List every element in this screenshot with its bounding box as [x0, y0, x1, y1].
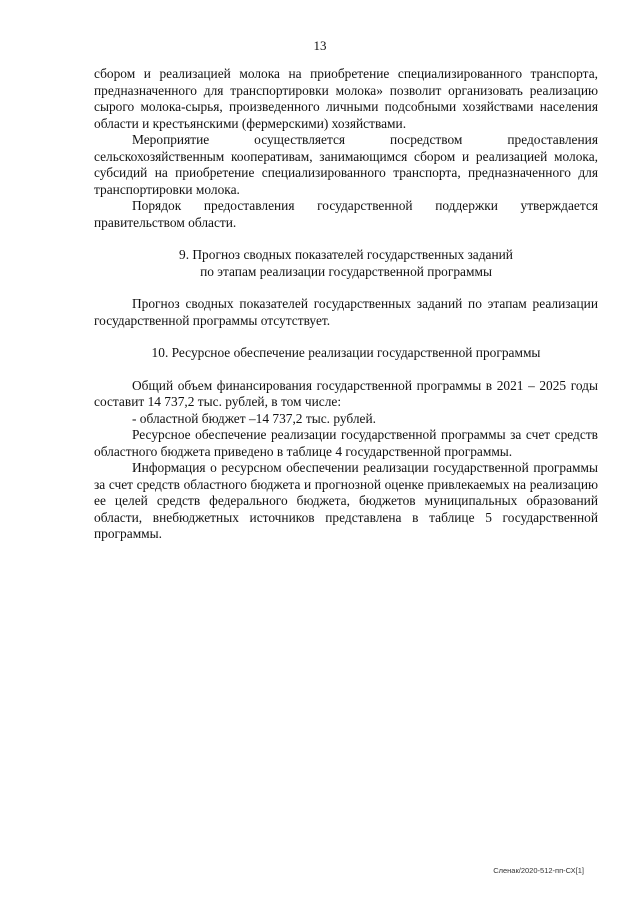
- document-footer-code: Сленак/2020-512-пп-СХ[1]: [493, 866, 584, 875]
- section-10-paragraph: - областной бюджет –14 737,2 тыс. рублей.: [132, 410, 376, 426]
- paragraph: Порядок предоставления государственной поддержки утверждается правительством области.: [94, 198, 598, 230]
- section-9-text: Прогноз сводных показателей государственных заданий по этапам реализации государственной программы отсутствует.: [94, 296, 598, 328]
- section-9-heading-line2: по этапам реализации государственной программы: [200, 263, 492, 279]
- section-9-heading-line1: 9. Прогноз сводных показателей государственных заданий: [179, 247, 513, 262]
- section-10-heading: 10. Ресурсное обеспечение реализации государственной программы: [151, 345, 541, 360]
- section-10-paragraph: Общий объем финансирования государственной программы в 2021 – 2025 годы составит 14 737,2 тыс. рублей, в том числе:: [94, 377, 598, 409]
- paragraph: Мероприятие осуществляется посредством предоставления сельскохозяйственным кооперативам, занимающимся сбором и реализацией молока, субсидий на приобретение специализированного транспорта, предназначенного для транспортировки молока.: [94, 132, 598, 197]
- page-number: 13: [313, 38, 327, 53]
- paragraph: сбором и реализацией молока на приобретение специализированного транспорта, предназначенного для транспортировки молока» позволит организовать реализацию сырого молока-сырья, произведенного личными подсобными хозяйствами населения области и крестьянскими (фермерскими) хозяйствами.: [94, 66, 598, 131]
- section-10-paragraph: Ресурсное обеспечение реализации государственной программы за счет средств областного бюджета приведено в таблице 4 государственной программы.: [94, 427, 598, 459]
- section-10-paragraph: Информация о ресурсном обеспечении реализации государственной программы за счет средств областного бюджета и прогнозной оценке привлекаемых на реализацию ее целей средств федерального бюджета, бюджетов муниципальных образований области, внебюджетных источников представлена в таблице 5 государственной программы.: [94, 460, 598, 541]
- document-body: [94, 66, 598, 543]
